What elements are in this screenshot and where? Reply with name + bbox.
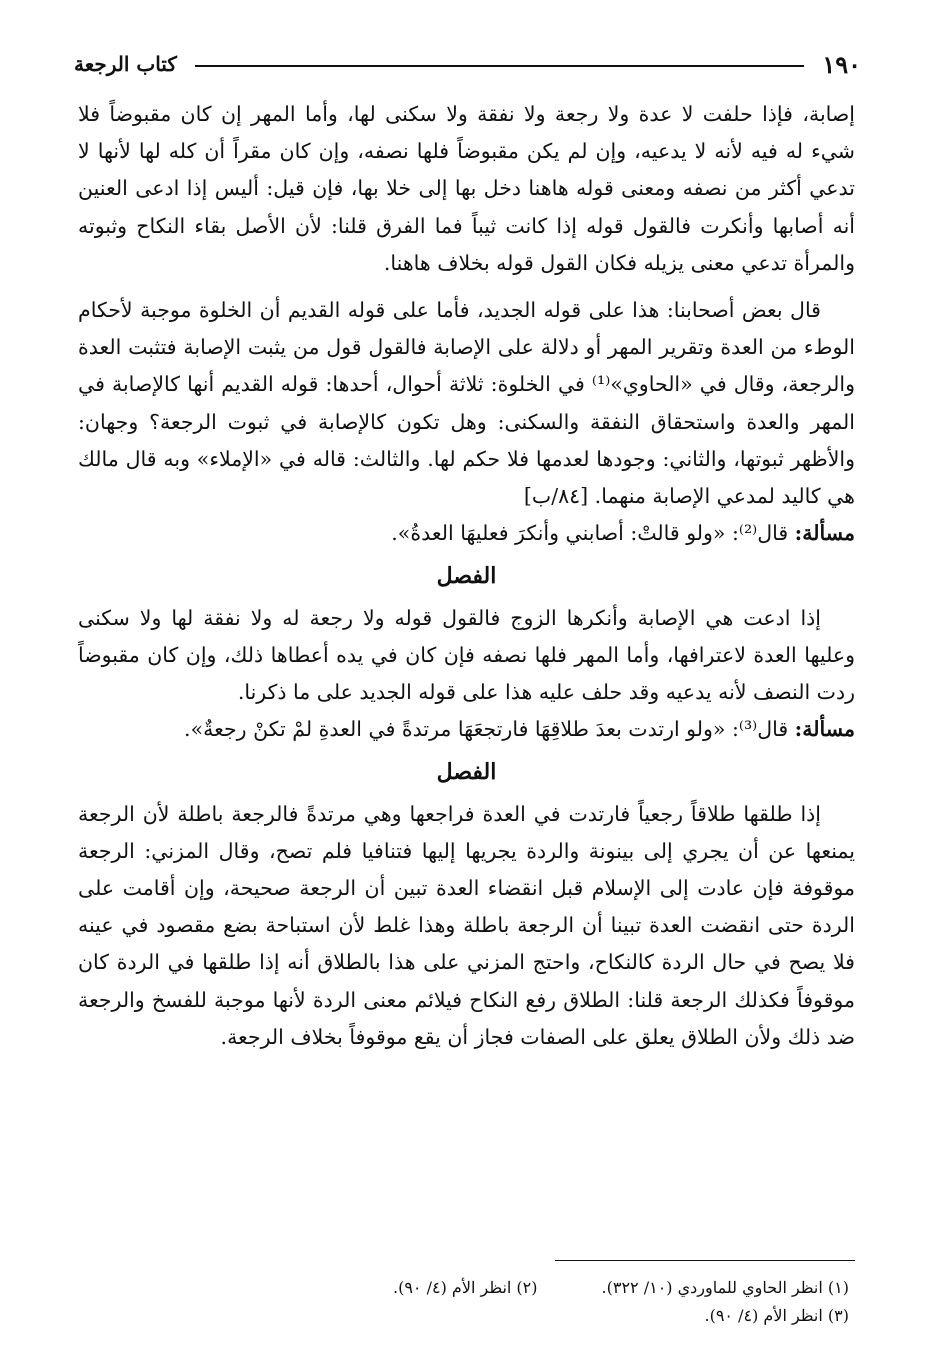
footnotes [209,1274,849,1330]
masala-label: مسألة: [794,717,855,742]
section-heading-2: الفصل [436,759,497,786]
page-number: ١٩٠ [822,49,861,79]
masala-text: قال⁽²⁾: «ولو قالتْ: أصابني وأنكرَ فعليهَا العدةُ». [391,521,789,546]
footnote-3: (٣) انظر الأم (٤/ ٩٠). [704,1306,849,1325]
paragraph-3: إذا ادعت هي الإصابة وأنكرها الزوج فالقول قوله ولا رجعة له ولا نفقة لها ولا سكنى وعليها العدة لاعترافها، وأما المهر فلها نصفه فإن كان في يده أعطاها ذلك، وإن كان مقبوضاً ردت النصف لأنه يدعيه وقد حلف عليه هذا على قوله الجديد على ما ذكرنا. [78,605,855,705]
section-heading-1: الفصل [436,563,497,590]
masala-label: مسألة: [794,521,855,546]
footnote-1: (١) انظر الحاوي للماوردي (١٠/ ٣٢٢). [601,1278,849,1297]
footnote-2: (٢) انظر الأم (٤/ ٩٠). [393,1278,538,1297]
running-header [74,44,861,84]
header-rule [195,65,804,67]
footnote-row [209,1302,849,1330]
masala-1 [78,515,855,552]
footnote-rule [555,1260,855,1261]
masala-2 [78,711,855,748]
paragraph-1: إصابة، فإذا حلفت لا عدة ولا رجعة ولا نفقة ولا سكنى لها، وأما المهر إن كان مقبوضاً فلا شيء له فيه لأنه لا يدعيه، وإن لم يكن مقبوضاً فلها نصفه، وإن كان مقراً أن كله لها لأنها لا تدعي أكثر من نصفه ومعنى قوله هاهنا دخل بها إلى خلا بها، فإن قيل: أليس إذا ادعى العنين أنه أصابها وأنكرت فالقول قوله إذا كانت ثيباً فما الفرق قلنا: لأن الأصل بقاء النكاح وثبوته والمرأة تدعي معنى يزيله فكان القول قوله بخلاف هاهنا. [78,102,855,275]
body-text [78,96,855,1056]
paragraph-2: قال بعض أصحابنا: هذا على قوله الجديد، فأما على قوله القديم أن الخلوة موجبة لأحكام الوطء من العدة وتقرير المهر أو دلالة على الإصابة فالقول قول من يثبت الإصابة فتثبت العدة والرجعة، وقال في «الحاوي»⁽¹⁾ في الخلوة: ثلاثة أحوال، أحدها: قوله القديم أنها كالإصابة في المهر والعدة واستحقاق النفقة والسكنى: وهل تكون كالإصابة في ثبوت الرجعة؟ وجهان: والأظهر ثبوتها، والثاني: وجودها لعدمها فلا حكم لها. والثالث: قاله في «الإملاء» وبه قال مالك هي كاليد لمدعي الإصابة منهما. [٨٤/ب] [78,298,855,509]
footnote-row [209,1274,849,1302]
paragraph-4: إذا طلقها طلاقاً رجعياً فارتدت في العدة فراجعها وهي مرتدةً فالرجعة باطلة لأن الرجعة يمنعها عن أن يجري إلى بينونة والردة يجريها إليها فتنافيا فلم تصح، وقال المزني: الرجعة موقوفة فإن عادت إلى الإسلام قبل انقضاء العدة تبين أن الرجعة صحيحة، وإن أقامت على الردة حتى انقضت العدة تبينا أن الرجعة باطلة وهذا غلط لأن استباحة بضع مقصود في عينه فلا يصح في حال الردة كالنكاح، واحتج المزني على هذا بالطلاق أنه إذا طلقها في الردة كان موقوفاً فكذلك الرجعة قلنا: الطلاق رفع النكاح فيلائم معنى الردة لأنها موجبة للفسخ والرجعة ضد ذلك ولأن الطلاق يعلق على الصفات فجاز أن يقع موقوفاً بخلاف الرجعة. [78,801,855,1049]
masala-text: قال⁽³⁾: «ولو ارتدت بعدَ طلاقِهَا فارتجعَهَا مرتدةً في العدةِ لمْ تكنْ رجعةٌ». [184,717,789,742]
book-title: كتاب الرجعة [74,52,177,76]
